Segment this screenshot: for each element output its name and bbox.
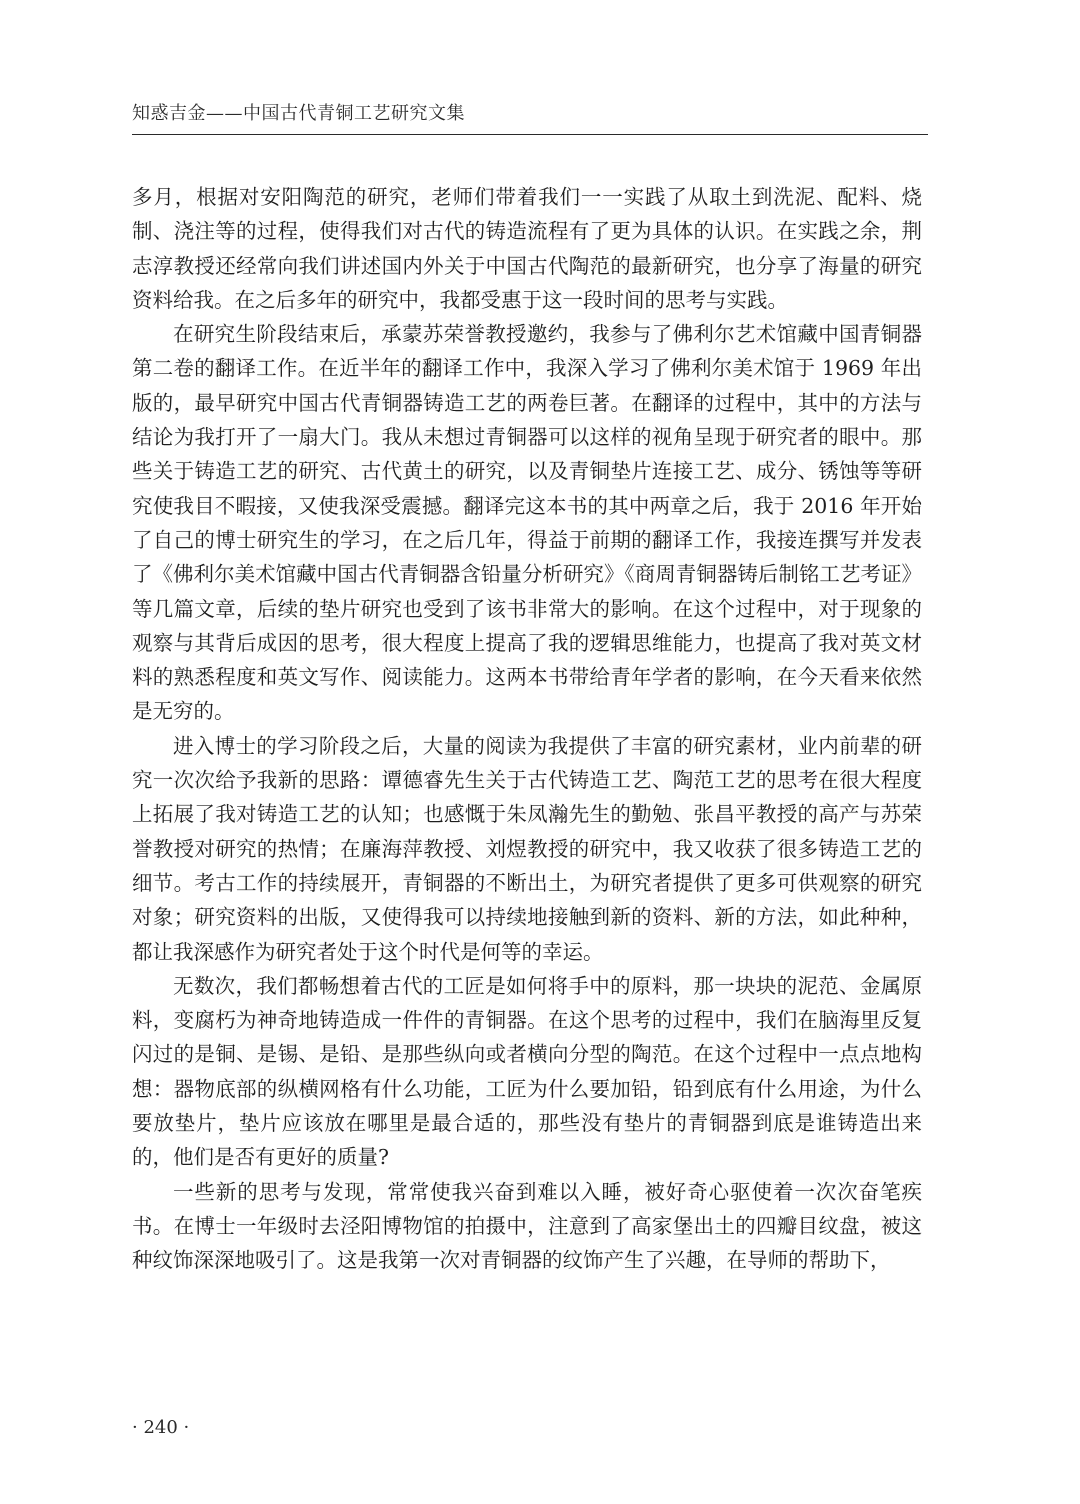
header-divider (132, 134, 928, 135)
paragraph-4: 无数次，我们都畅想着古代的工匠是如何将手中的原料，那一块块的泥范、金属原料，变腐朽为神奇地铸造成一件件的青铜器。在这个思考的过程中，我们在脑海里反复闪过的是铜、是锡、是铅、是那些纵向或者横向分型的陶范。在这个过程中一点点地构想：器物底部的纵横网格有什么功能，工匠为什么要加铅，铅到底有什么用途，为什么要放垫片，垫片应该放在哪里是最合适的，那些没有垫片的青铜器到底是谁铸造出来的，他们是否有更好的质量? (132, 973, 922, 1170)
body-text (132, 180, 922, 1278)
paragraph-5: 一些新的思考与发现，常常使我兴奋到难以入睡，被好奇心驱使着一次次奋笔疾书。在博士一年级时去泾阳博物馆的拍摄中，注意到了高家堡出土的四瓣目纹盘，被这种纹饰深深地吸引了。这是我第一次对青铜器的纹饰产生了兴趣，在导师的帮助下， (132, 1179, 922, 1273)
paragraph-2: 在研究生阶段结束后，承蒙苏荣誉教授邀约，我参与了佛利尔艺术馆藏中国青铜器第二卷的翻译工作。在近半年的翻译工作中，我深入学习了佛利尔美术馆于 1969 年出版的，最早研究中国古代青铜器铸造工艺的两卷巨著。在翻译的过程中，其中的方法与结论为我打开了一扇大门。我从未想过青铜器可以这样的视角呈现于研究者的眼中。那些关于铸造工艺的研究、古代黄土的研究，以及青铜垫片连接工艺、成分、锈蚀等等研究使我目不暇接，又使我深受震撼。翻译完这本书的其中两章之后，我于 2016 年开始了自己的博士研究生的学习，在之后几年，得益于前期的翻译工作，我接连撰写并发表了《佛利尔美术馆藏中国古代青铜器含铅量分析研究》《商周青铜器铸后制铭工艺考证》等几篇文章，后续的垫片研究也受到了该书非常大的影响。在这个过程中，对于现象的观察与其背后成因的思考，很大程度上提高了我的逻辑思维能力，也提高了我对英文材料的熟悉程度和英文写作、阅读能力。这两本书带给青年学者的影响，在今天看来依然是无穷的。 (132, 322, 922, 724)
paragraph-1: 多月，根据对安阳陶范的研究，老师们带着我们一一实践了从取土到洗泥、配料、烧制、浇注等的过程，使得我们对古代的铸造流程有了更为具体的认识。在实践之余，荆志淳教授还经常向我们讲述国内外关于中国古代陶范的最新研究，也分享了海量的研究资料给我。在之后多年的研究中，我都受惠于这一段时间的思考与实践。 (132, 185, 922, 312)
paragraph-3: 进入博士的学习阶段之后，大量的阅读为我提供了丰富的研究素材，业内前辈的研究一次次给予我新的思路：谭德睿先生关于古代铸造工艺、陶范工艺的思考在很大程度上拓展了我对铸造工艺的认知；也感慨于朱凤瀚先生的勤勉、张昌平教授的高产与苏荣誉教授对研究的热情；在廉海萍教授、刘煜教授的研究中，我又收获了很多铸造工艺的细节。考古工作的持续展开，青铜器的不断出土，为研究者提供了更多可供观察的研究对象；研究资料的出版，又使得我可以持续地接触到新的资料、新的方法，如此种种，都让我深感作为研究者处于这个时代是何等的幸运。 (132, 733, 922, 964)
running-header-title: 知惑吉金——中国古代青铜工艺研究文集 (132, 103, 465, 124)
page-number: · 240 · (132, 1417, 190, 1438)
